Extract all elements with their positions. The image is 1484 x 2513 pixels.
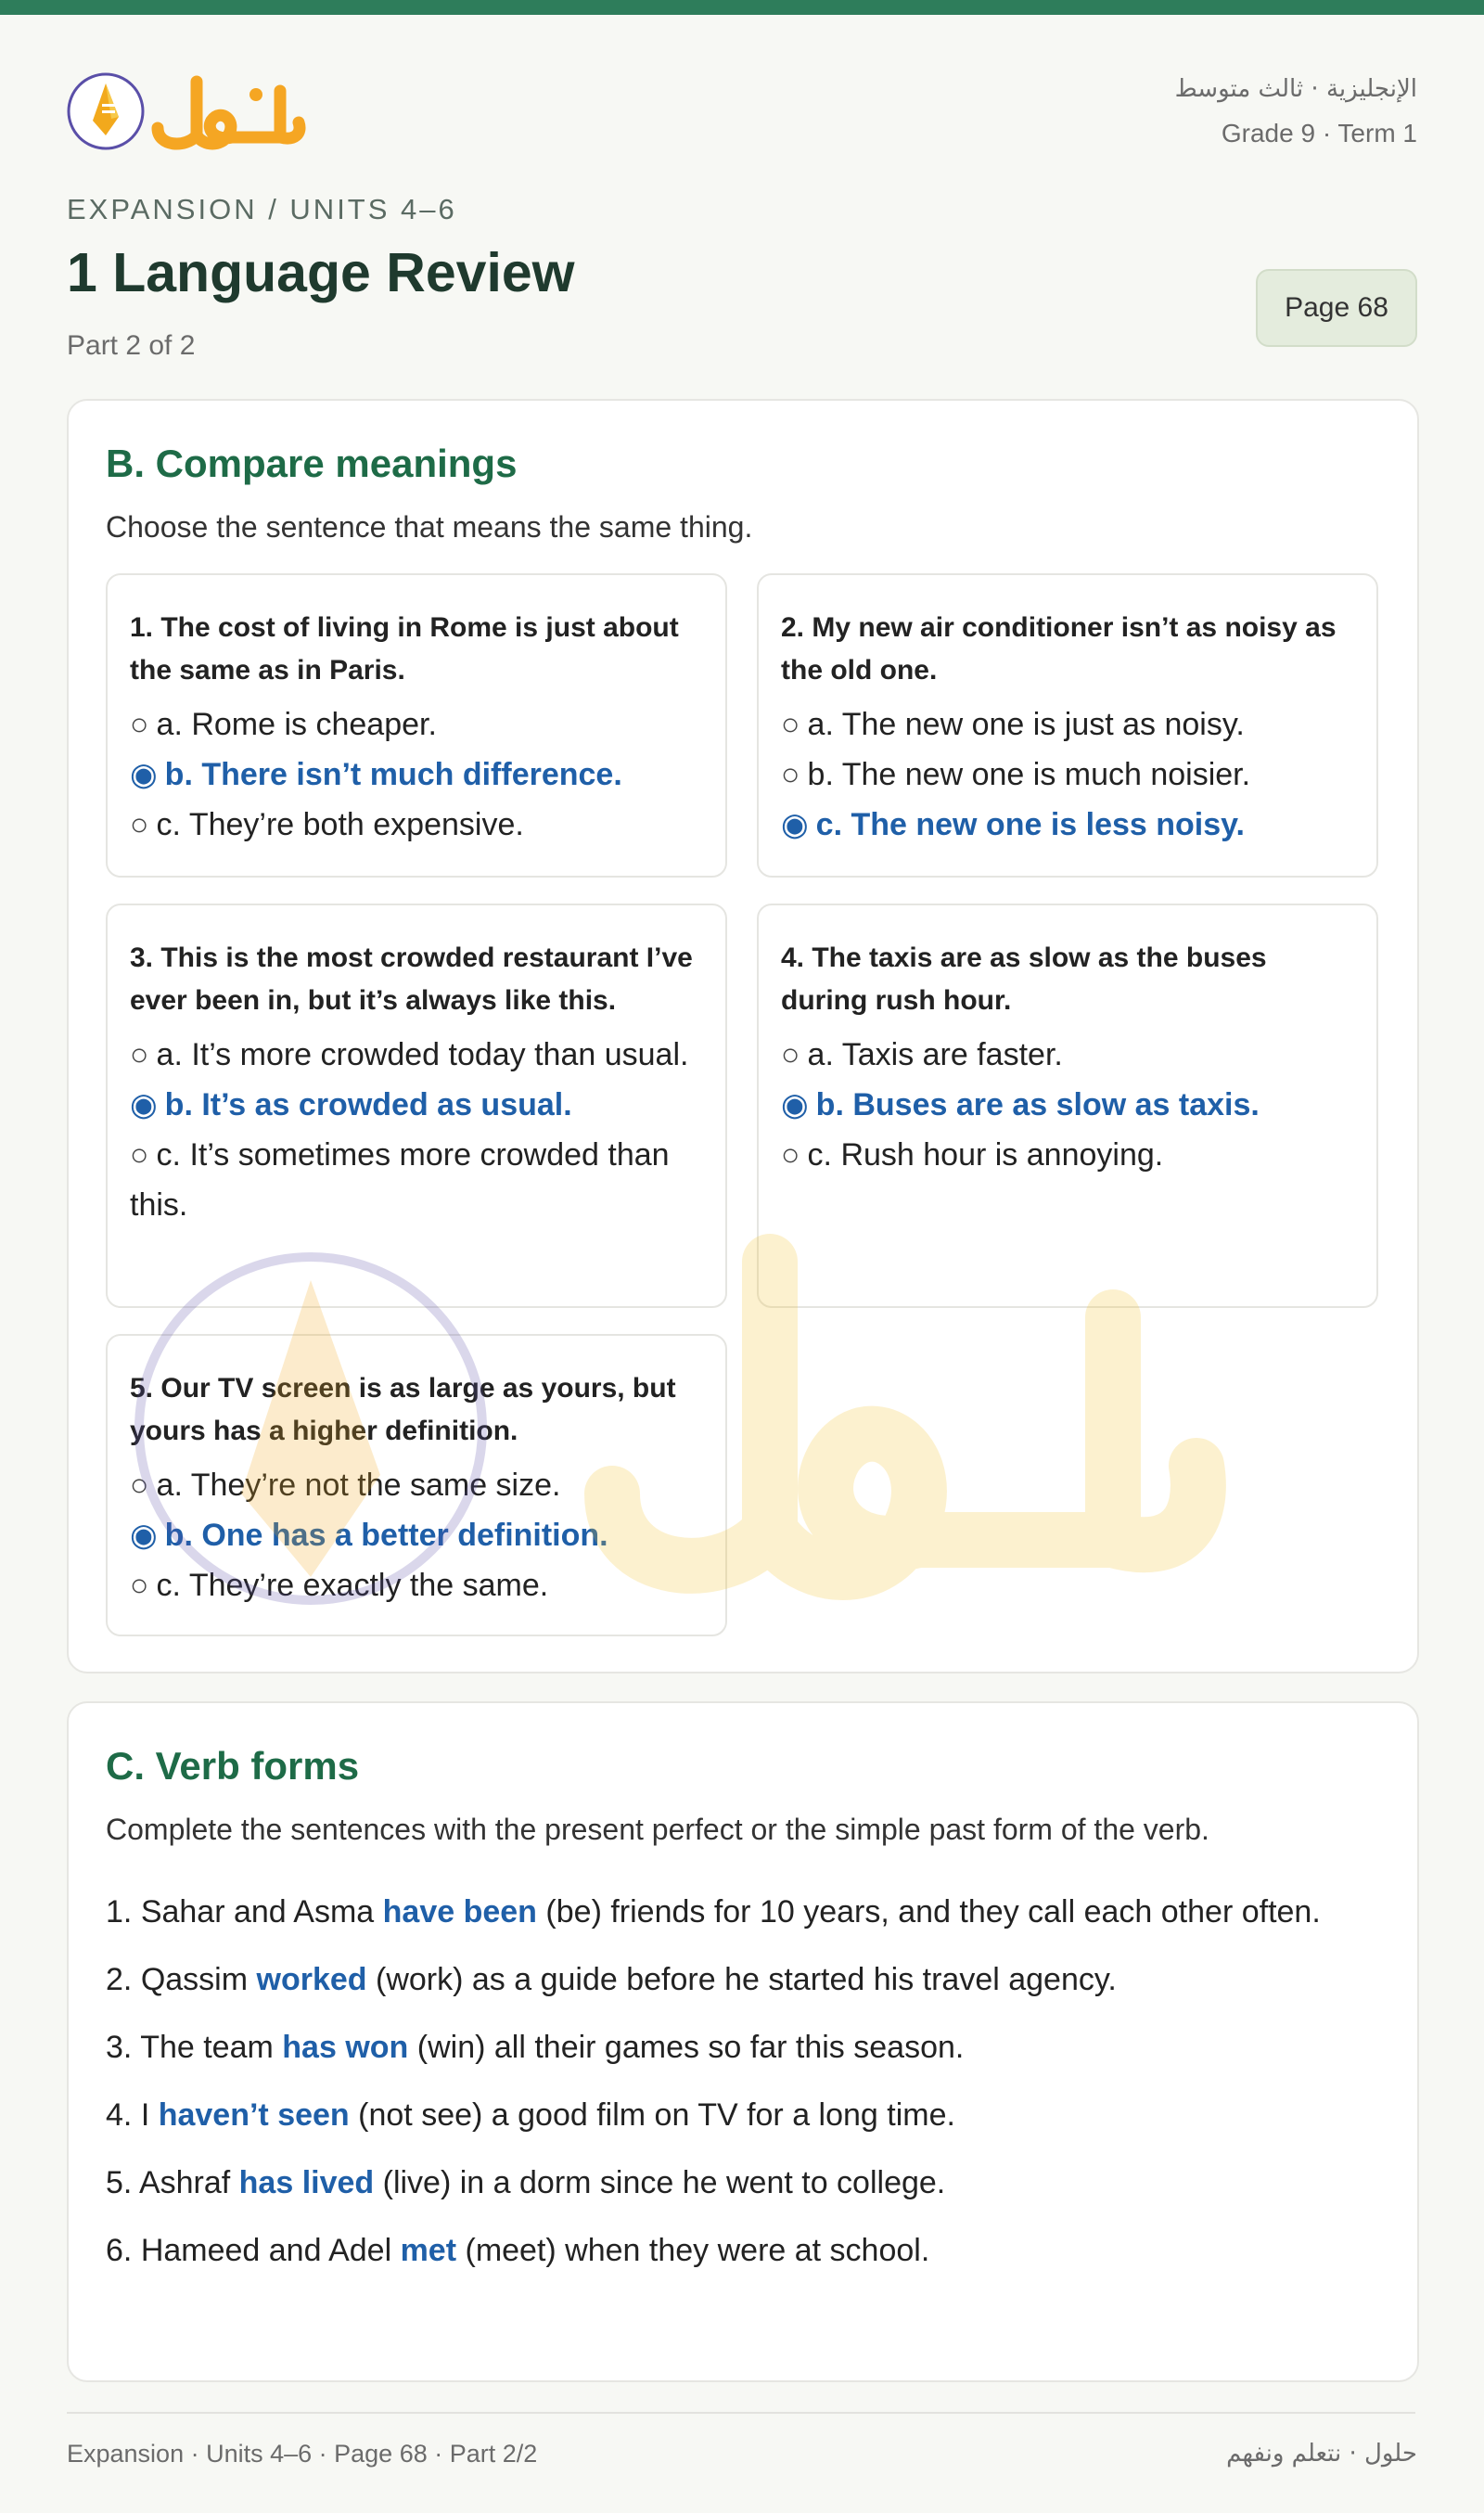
- question-prompt: 1. The cost of living in Rome is just about the same as in Paris.: [130, 612, 679, 686]
- option-b-selected[interactable]: [781, 1080, 1356, 1130]
- list-item: [106, 2158, 1376, 2208]
- option-b-selected[interactable]: [130, 750, 705, 800]
- item-text: The team: [140, 2030, 274, 2065]
- item-number: 6.: [106, 2233, 133, 2268]
- option-c[interactable]: [781, 1130, 1356, 1180]
- option-text: c. The new one is less noisy.: [815, 807, 1245, 842]
- option-c-selected[interactable]: [781, 800, 1356, 850]
- option-text: b. There isn’t much difference.: [164, 757, 622, 792]
- question-prompt: 4. The taxis are as slow as the buses during rush hour.: [781, 942, 1267, 1016]
- item-text: I: [140, 2097, 150, 2133]
- radio-empty-icon: ○: [781, 1037, 800, 1072]
- item-text: Sahar and Asma: [140, 1894, 375, 1930]
- option-text: a. Rome is cheaper.: [156, 707, 437, 742]
- question-card: [106, 1334, 727, 1636]
- meta-grade: Grade 9 · Term 1: [1221, 119, 1417, 147]
- item-text: Ashraf: [138, 2165, 231, 2200]
- question-card: [106, 573, 727, 878]
- radio-empty-icon: ○: [781, 707, 800, 742]
- radio-selected-icon: ◉: [130, 757, 158, 792]
- section-title: B. Compare meanings: [106, 442, 518, 485]
- option-text: b. Buses are as slow as taxis.: [815, 1087, 1260, 1122]
- list-item: [106, 2225, 1376, 2276]
- item-number: 5.: [106, 2165, 133, 2200]
- option-text: c. Rush hour is annoying.: [807, 1137, 1164, 1173]
- option-text: b. The new one is much noisier.: [807, 757, 1251, 792]
- option-b-selected[interactable]: [130, 1510, 705, 1560]
- answer-text: worked: [256, 1962, 367, 1997]
- item-text: Hameed and Adel: [140, 2233, 392, 2268]
- page-number-badge: Page 68: [1256, 269, 1417, 347]
- document-meta: [1175, 67, 1417, 156]
- radio-empty-icon: ○: [130, 1037, 149, 1072]
- item-text: Qassim: [140, 1962, 249, 1997]
- option-b[interactable]: [781, 750, 1356, 800]
- page-title: 1 Language Review: [67, 242, 575, 303]
- radio-empty-icon: ○: [130, 707, 149, 742]
- question-card: [106, 904, 727, 1308]
- item-number: 3.: [106, 2030, 133, 2065]
- option-a[interactable]: [130, 699, 705, 750]
- radio-empty-icon: ○: [130, 1468, 149, 1503]
- item-text: (meet) when they were at school.: [465, 2233, 930, 2268]
- item-text: (win) all their games so far this season.: [416, 2030, 965, 2065]
- question-prompt: 3. This is the most crowded restaurant I’ve ever been in, but it’s always like this.: [130, 942, 693, 1016]
- option-a[interactable]: [130, 1460, 705, 1510]
- radio-selected-icon: ◉: [130, 1087, 158, 1122]
- radio-empty-icon: ○: [130, 1568, 149, 1603]
- meta-arabic: الإنجليزية · ثالث متوسط: [1174, 75, 1417, 103]
- option-text: c. They’re exactly the same.: [156, 1568, 549, 1603]
- part-indicator: Part 2 of 2: [67, 330, 196, 361]
- option-c[interactable]: [130, 1560, 705, 1610]
- answer-text: has lived: [238, 2165, 375, 2200]
- list-item: [106, 2090, 1376, 2140]
- answer-text: has won: [282, 2030, 409, 2065]
- item-text: (be) friends for 10 years, and they call each other often.: [545, 1894, 1321, 1930]
- option-text: a. It’s more crowded today than usual.: [156, 1037, 689, 1072]
- option-c[interactable]: [130, 1130, 705, 1230]
- option-a[interactable]: [130, 1030, 705, 1080]
- question-card: [757, 904, 1378, 1308]
- section-verb-forms: [67, 1701, 1419, 2382]
- option-b-selected[interactable]: [130, 1080, 705, 1130]
- radio-selected-icon: ◉: [781, 1087, 809, 1122]
- kicker: EXPANSION / UNITS 4–6: [67, 193, 457, 225]
- answer-text: met: [400, 2233, 457, 2268]
- option-text: b. It’s as crowded as usual.: [164, 1087, 572, 1122]
- option-text: a. The new one is just as noisy.: [807, 707, 1245, 742]
- option-text: a. They’re not the same size.: [156, 1468, 561, 1503]
- item-text: (live) in a dorm since he went to college.: [382, 2165, 946, 2200]
- footer-left: Expansion · Units 4–6 · Page 68 · Part 2/2: [67, 2440, 538, 2468]
- section-title: C. Verb forms: [106, 1744, 360, 1788]
- item-text: (work) as a guide before he started his travel agency.: [376, 1962, 1117, 1997]
- footer-divider: [67, 2412, 1415, 2414]
- option-text: b. One has a better definition.: [164, 1518, 608, 1553]
- item-text: (not see) a good film on TV for a long time.: [358, 2097, 955, 2133]
- option-a[interactable]: [781, 1030, 1356, 1080]
- radio-selected-icon: ◉: [130, 1518, 158, 1553]
- item-number: 1.: [106, 1894, 133, 1930]
- option-text: c. They’re both expensive.: [156, 807, 524, 842]
- radio-empty-icon: ○: [781, 1137, 800, 1173]
- top-accent-bar: [0, 0, 1484, 15]
- question-prompt: 2. My new air conditioner isn’t as noisy as the old one.: [781, 612, 1337, 686]
- radio-selected-icon: ◉: [781, 807, 809, 842]
- option-text: c. It’s sometimes more crowded than this.: [130, 1137, 670, 1223]
- answer-text: haven’t seen: [158, 2097, 350, 2133]
- logo-icon: [65, 63, 315, 160]
- radio-empty-icon: ○: [781, 757, 800, 792]
- item-number: 2.: [106, 1962, 133, 1997]
- section-instruction: Complete the sentences with the present perfect or the simple past form of the verb.: [106, 1813, 1209, 1846]
- question-prompt: 5. Our TV screen is as large as yours, but yours has a higher definition.: [130, 1373, 676, 1446]
- option-c[interactable]: [130, 800, 705, 850]
- option-text: a. Taxis are faster.: [807, 1037, 1063, 1072]
- section-instruction: Choose the sentence that means the same thing.: [106, 510, 753, 544]
- list-item: [106, 2022, 1376, 2072]
- list-item: [106, 1887, 1376, 1937]
- list-item: [106, 1955, 1376, 2005]
- question-card: [757, 573, 1378, 878]
- section-compare-meanings: [67, 399, 1419, 1673]
- radio-empty-icon: ○: [130, 1137, 149, 1173]
- option-a[interactable]: [781, 699, 1356, 750]
- radio-empty-icon: ○: [130, 807, 149, 842]
- answer-text: have been: [382, 1894, 537, 1930]
- item-number: 4.: [106, 2097, 133, 2133]
- footer-right: حلول · نتعلم ونفهم: [1226, 2440, 1417, 2468]
- verb-form-list: [106, 1887, 1376, 2293]
